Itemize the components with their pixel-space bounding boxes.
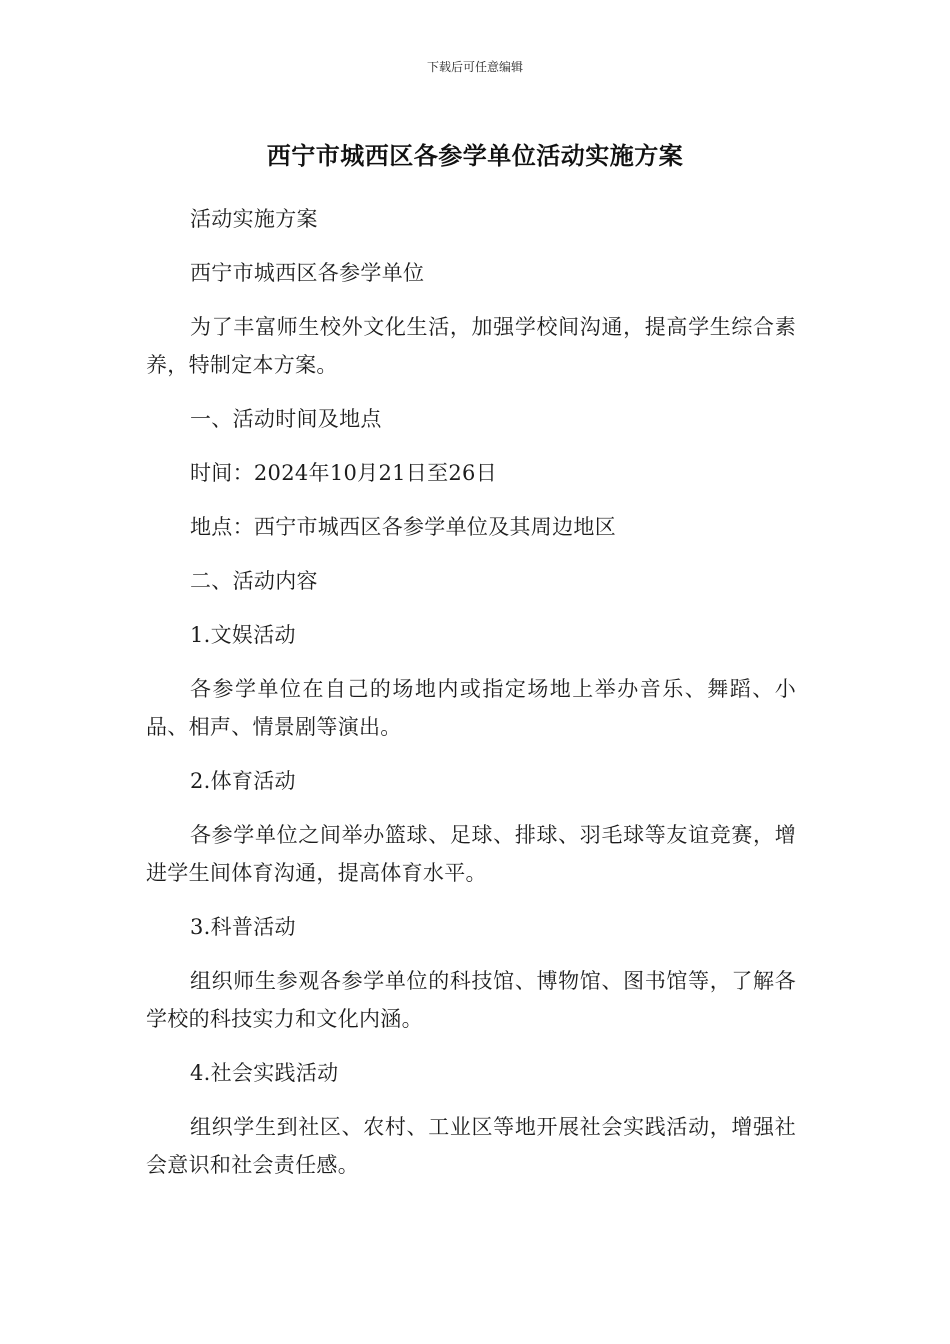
subheading-sports: 2.体育活动 (190, 769, 296, 793)
paragraph-heading: 活动实施方案 (190, 207, 318, 231)
document-title: 西宁市城西区各参学单位活动实施方案 (266, 142, 684, 170)
subheading-science: 3.科普活动 (190, 915, 296, 939)
header-note: 下载后可任意编辑 (426, 60, 523, 74)
section-heading-content: 二、活动内容 (190, 569, 318, 593)
paragraph-science: 组织师生参观各参学单位的科技馆、博物馆、图书馆等，了解各学校的科技实力和文化内涵。 (146, 969, 796, 1031)
paragraph-sports: 各参学单位之间举办篮球、足球、排球、羽毛球等友谊竞赛，增进学生间体育沟通，提高体育水平。 (146, 823, 796, 885)
subheading-entertainment: 1.文娱活动 (190, 623, 296, 647)
paragraph-social-practice: 组织学生到社区、农村、工业区等地开展社会实践活动，增强社会意识和社会责任感。 (146, 1115, 796, 1177)
section-heading-time-place: 一、活动时间及地点 (190, 407, 382, 431)
paragraph-entertainment: 各参学单位在自己的场地内或指定场地上举办音乐、舞蹈、小品、相声、情景剧等演出。 (146, 677, 796, 739)
paragraph-time: 时间：2024年10月21日至26日 (190, 461, 498, 485)
document-body (146, 200, 796, 1200)
subheading-social-practice: 4.社会实践活动 (190, 1061, 339, 1085)
paragraph-addressee: 西宁市城西区各参学单位 (190, 261, 425, 285)
paragraph-place: 地点：西宁市城西区各参学单位及其周边地区 (190, 515, 616, 539)
paragraph-purpose: 为了丰富师生校外文化生活，加强学校间沟通，提高学生综合素养，特制定本方案。 (146, 315, 796, 377)
